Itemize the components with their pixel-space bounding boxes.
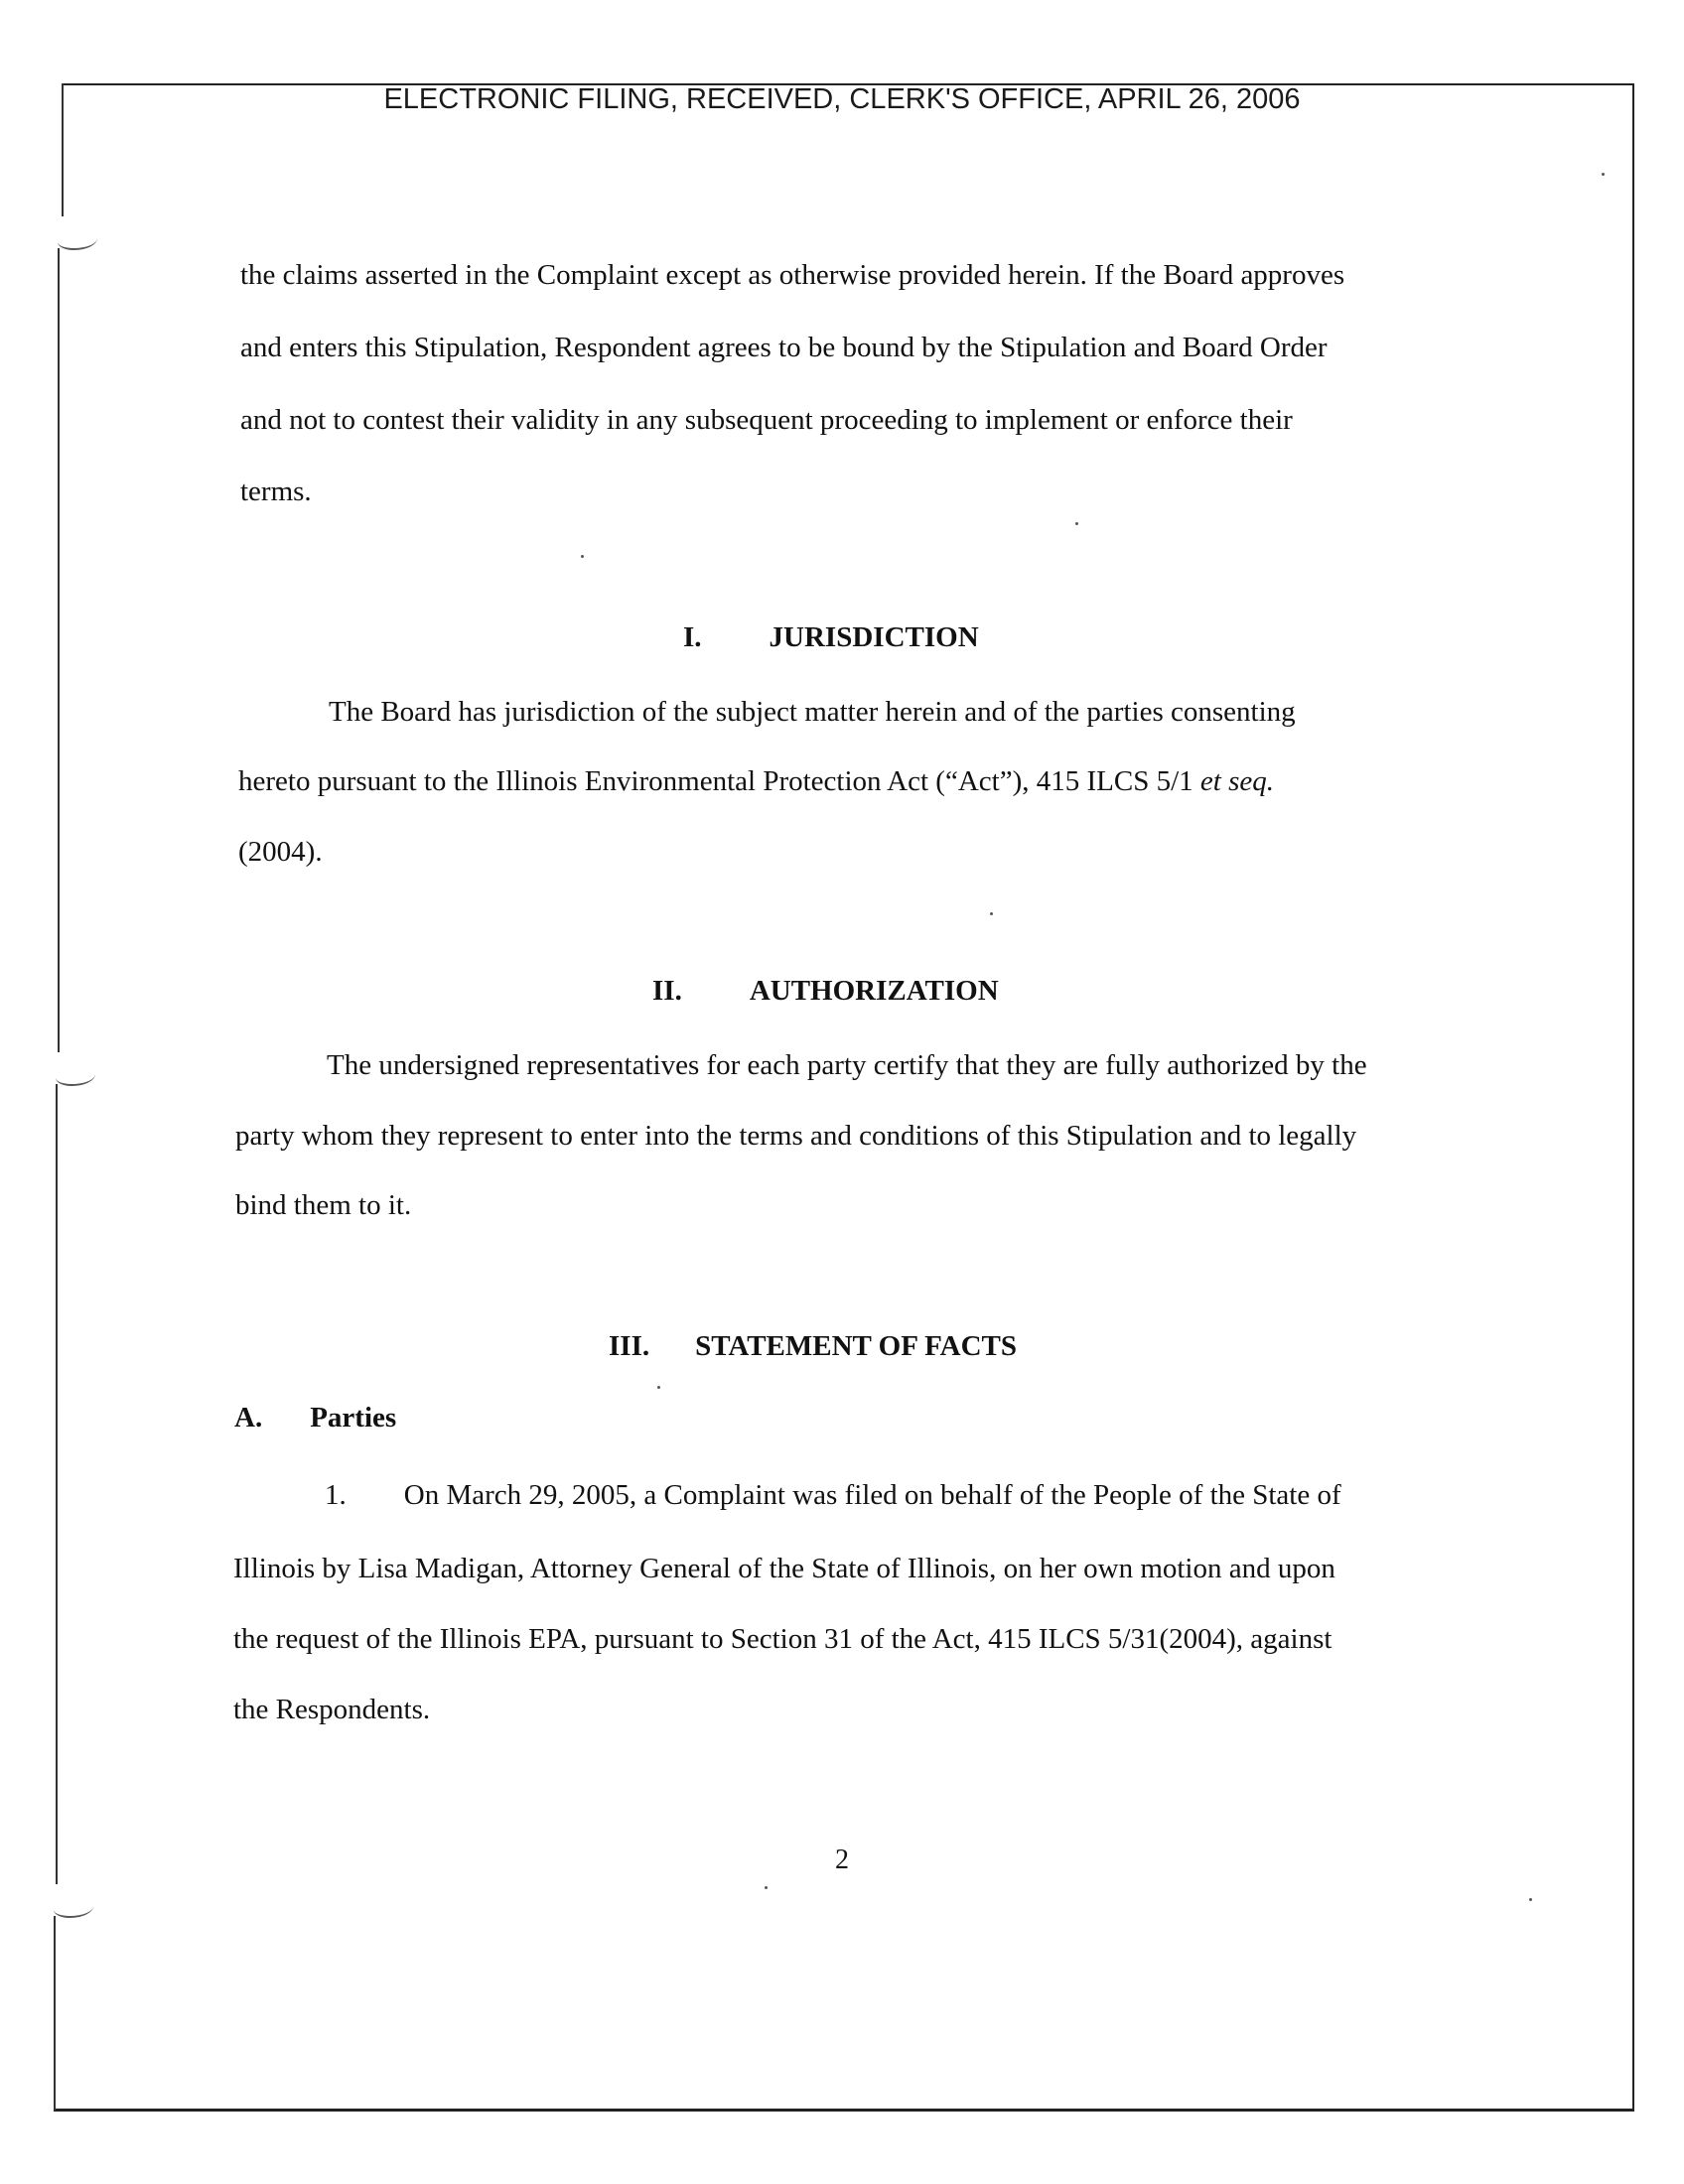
- intro-line: and not to contest their validity in any subsequent proceeding to implement or enforce their: [240, 404, 1293, 436]
- facts-line: the Respondents.: [233, 1694, 431, 1725]
- page-border-bottom: [54, 2109, 1634, 2112]
- jurisdiction-line: [238, 763, 1274, 799]
- authorization-line: The undersigned representatives for each party certify that they are fully authorized by the: [327, 1049, 1367, 1081]
- jurisdiction-line: The Board has jurisdiction of the subject matter herein and of the parties consenting: [329, 696, 1296, 728]
- page-border-left: [54, 1916, 56, 2111]
- facts-line: [325, 1477, 1341, 1513]
- section-heading-authorization: [652, 973, 999, 1009]
- scan-speck: [657, 1386, 660, 1389]
- section-numeral: III.: [609, 1330, 650, 1362]
- page-border-right: [1632, 83, 1634, 2109]
- jurisdiction-line: (2004).: [238, 836, 323, 868]
- subsection-title: Parties: [310, 1402, 397, 1433]
- section-numeral: II.: [652, 975, 682, 1007]
- section-heading-jurisdiction: [683, 619, 979, 655]
- facts-text: On March 29, 2005, a Complaint was filed on behalf of the People of the State of: [403, 1479, 1341, 1511]
- scan-speck: [765, 1886, 768, 1889]
- scan-speck: [581, 555, 584, 558]
- facts-line: the request of the Illinois EPA, pursuant to Section 31 of the Act, 415 ILCS 5/31(2004), against: [233, 1623, 1333, 1655]
- scan-speck: [1075, 522, 1078, 525]
- section-heading-statement-of-facts: [609, 1328, 1017, 1364]
- facts-line: Illinois by Lisa Madigan, Attorney General of the State of Illinois, on her own motion and upon: [233, 1553, 1335, 1584]
- intro-line: terms.: [240, 476, 312, 507]
- intro-line: and enters this Stipulation, Respondent agrees to be bound by the Stipulation and Board Order: [240, 332, 1328, 363]
- page-border-left: [58, 248, 60, 1052]
- page-number: 2: [835, 1844, 849, 1875]
- scan-artifact: [54, 1898, 93, 1918]
- authorization-line: party whom they represent to enter into the terms and conditions of this Stipulation and to legally: [235, 1120, 1357, 1152]
- scan-speck: [990, 912, 993, 915]
- page-border-left: [56, 1084, 58, 1884]
- authorization-line: bind them to it.: [235, 1189, 412, 1221]
- section-numeral: I.: [683, 621, 702, 653]
- section-title: JURISDICTION: [769, 621, 979, 653]
- scan-artifact: [56, 1066, 95, 1086]
- jurisdiction-text: hereto pursuant to the Illinois Environmental Protection Act (“Act”), 415 ILCS 5/1: [238, 765, 1193, 797]
- subsection-heading-parties: [234, 1400, 396, 1435]
- paragraph-number: 1.: [325, 1479, 347, 1511]
- intro-line: the claims asserted in the Complaint except as otherwise provided herein. If the Board approves: [240, 259, 1345, 291]
- scan-artifact: [58, 230, 97, 250]
- subsection-letter: A.: [234, 1402, 263, 1433]
- section-title: STATEMENT OF FACTS: [695, 1330, 1017, 1362]
- section-title: AUTHORIZATION: [749, 975, 999, 1007]
- scan-speck: [1529, 1898, 1532, 1901]
- filing-stamp-header: ELECTRONIC FILING, RECEIVED, CLERK'S OFFICE, APRIL 26, 2006: [383, 83, 1301, 115]
- italic-citation: et seq.: [1199, 765, 1274, 797]
- scan-speck: [1602, 173, 1605, 176]
